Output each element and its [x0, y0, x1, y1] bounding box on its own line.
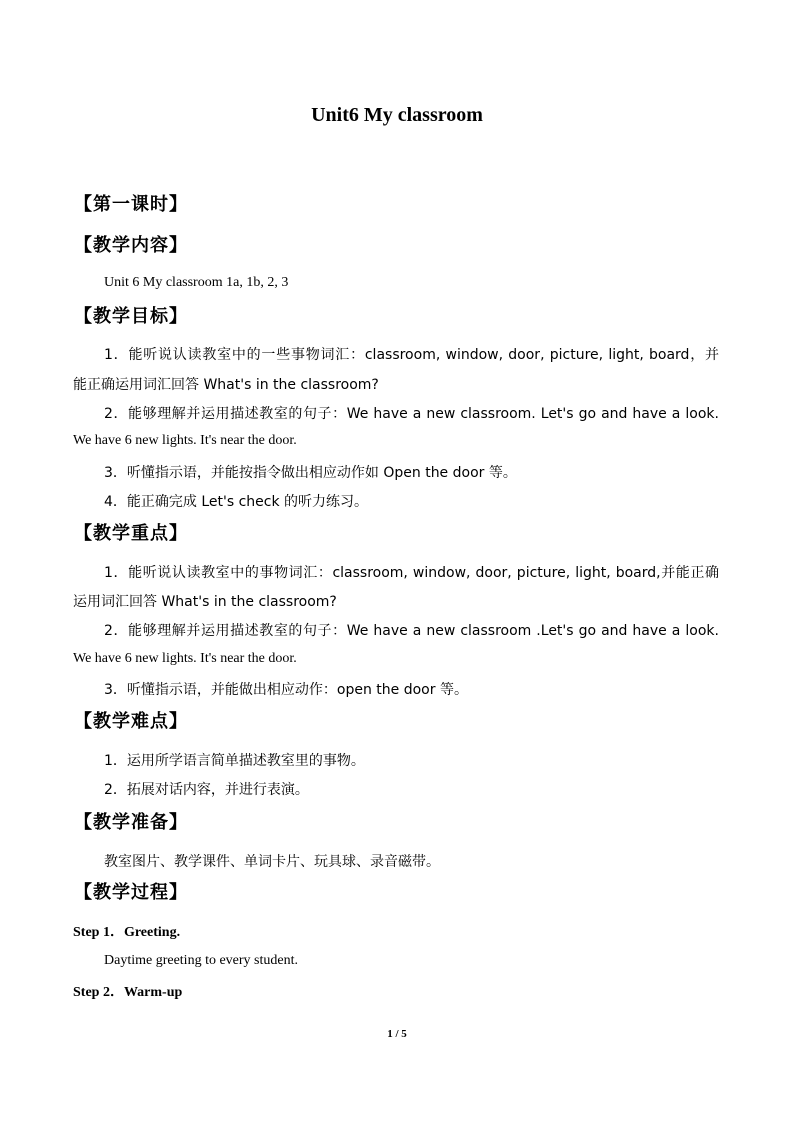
key-line-4: We have 6 new lights. It's near the door. [73, 651, 297, 666]
content-line: Unit 6 My classroom 1a, 1b, 2, 3 [104, 275, 289, 290]
goal-line-4: We have 6 new lights. It's near the door. [73, 433, 297, 448]
key-line-3: 2．能够理解并运用描述教室的句子：We have a new classroom .Let's go and have a look. [104, 623, 719, 639]
key-line-2: 运用词汇回答 What's in the classroom? [73, 594, 337, 610]
key-line-5: 3．听懂指示语，并能做出相应动作：open the door 等。 [104, 682, 468, 698]
heading-lesson: 【第一课时】 [74, 194, 188, 215]
heading-preparation: 【教学准备】 [74, 812, 188, 833]
heading-difficult-points: 【教学难点】 [74, 711, 188, 732]
document-title: Unit6 My classroom [311, 104, 483, 126]
page-number: 1 / 5 [387, 1028, 407, 1040]
key-line-1: 1．能听说认读教室中的事物词汇：classroom, window, door, picture, light, board,并能正确 [104, 565, 719, 581]
goal-line-1: 1．能听说认读教室中的一些事物词汇：classroom, window, door, picture, light, board，并 [104, 347, 719, 363]
step-2-heading: Step 2．Warm-up [73, 985, 183, 1000]
heading-teaching-content: 【教学内容】 [74, 235, 188, 256]
goal-line-3: 2．能够理解并运用描述教室的句子：We have a new classroom. Let's go and have a look. [104, 406, 719, 422]
heading-teaching-process: 【教学过程】 [74, 882, 188, 903]
heading-key-points: 【教学重点】 [74, 523, 188, 544]
goal-line-2: 能正确运用词汇回答 What's in the classroom? [73, 377, 379, 393]
heading-teaching-goals: 【教学目标】 [74, 306, 188, 327]
difficult-line-2: 2．拓展对话内容，并进行表演。 [104, 782, 309, 798]
step-1-body: Daytime greeting to every student. [104, 953, 298, 968]
step-1-heading: Step 1．Greeting. [73, 925, 181, 940]
goal-line-5: 3．听懂指示语，并能按指令做出相应动作如 Open the door 等。 [104, 465, 517, 481]
preparation-line: 教室图片、教学课件、单词卡片、玩具球、录音磁带。 [104, 854, 440, 870]
difficult-line-1: 1．运用所学语言简单描述教室里的事物。 [104, 753, 365, 769]
goal-line-6: 4．能正确完成 Let's check 的听力练习。 [104, 494, 369, 510]
